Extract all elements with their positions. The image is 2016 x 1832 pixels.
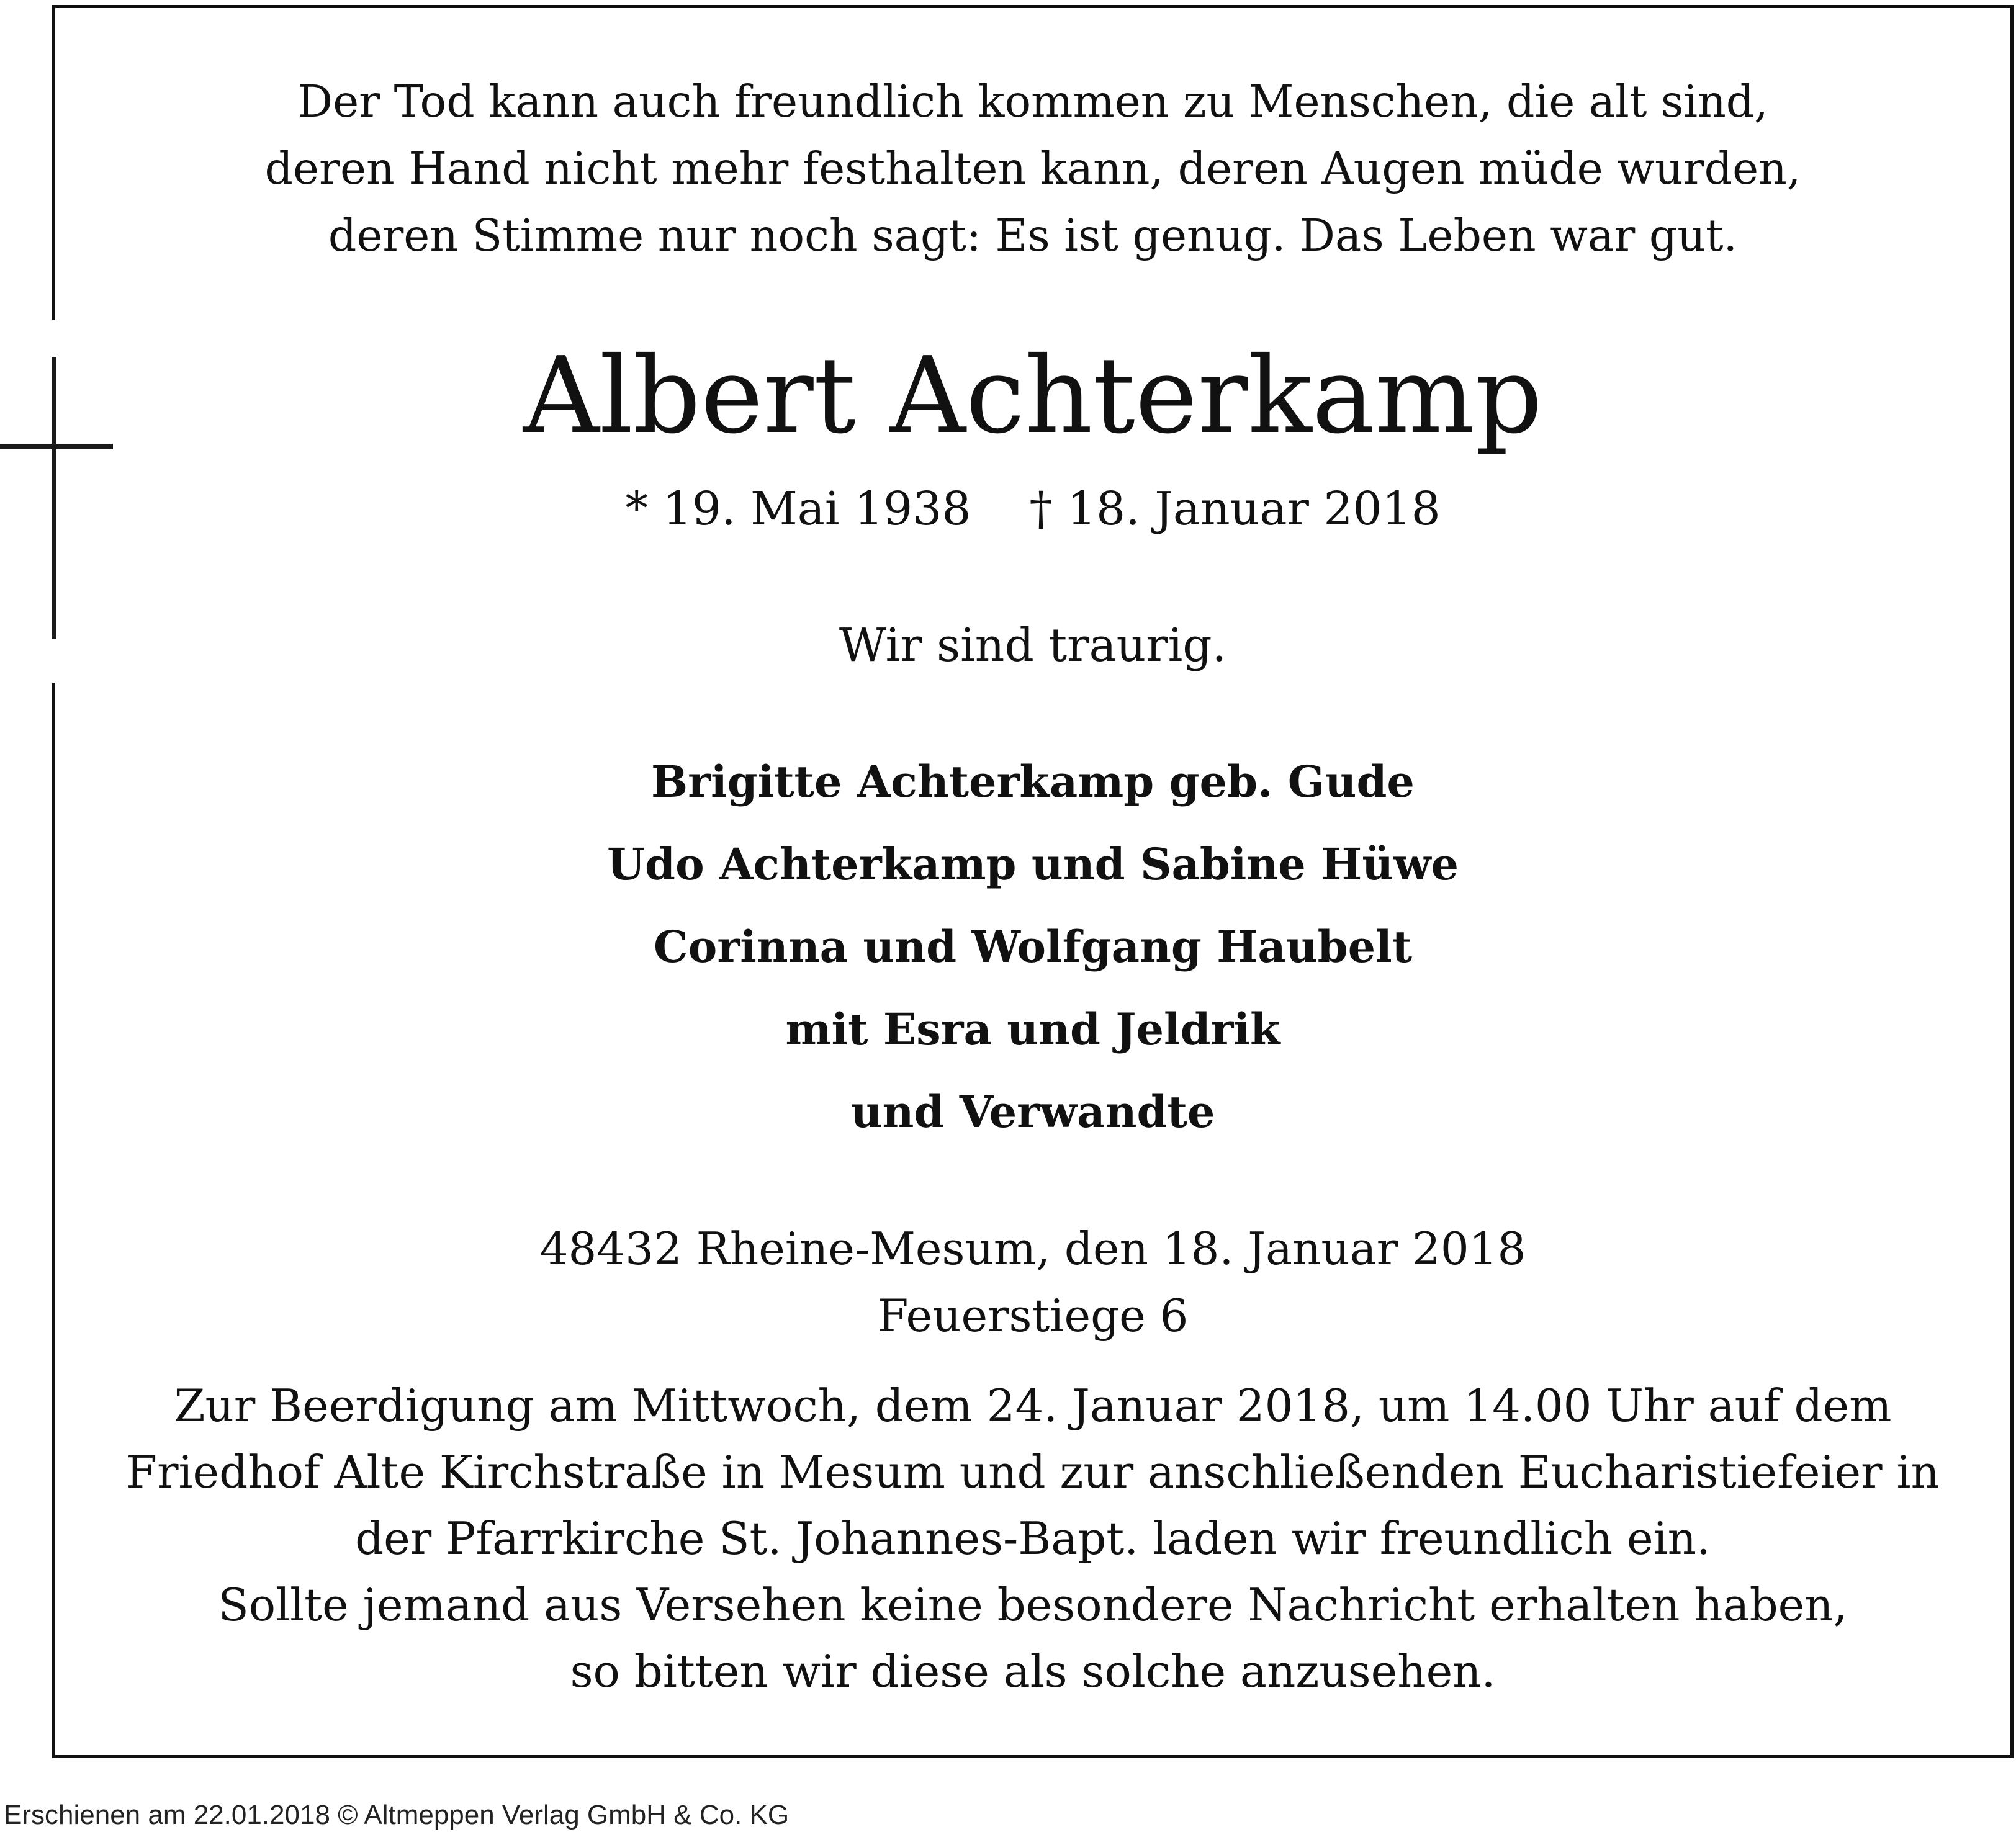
mourner-line: Corinna und Wolfgang Haubelt [653,921,1413,972]
funeral-info-line: Zur Beerdigung am Mittwoch, dem 24. Januar 2018, um 14.00 Uhr auf dem [174,1380,1892,1432]
mourner-line: Brigitte Achterkamp geb. Gude [651,756,1415,807]
frame-top-border [52,5,2014,8]
sad-statement: Wir sind traurig. [839,619,1227,672]
motto-line: Der Tod kann auch freundlich kommen zu Menschen, die alt sind, [297,76,1768,127]
publication-footer: Erschienen am 22.01.2018 © Altmeppen Verlag GmbH & Co. KG [4,1800,790,1830]
funeral-info-line: Friedhof Alte Kirchstraße in Mesum und zur anschließenden Eucharistiefeier in [126,1446,1940,1498]
deceased-name: Albert Achterkamp [523,335,1543,457]
funeral-info-line: so bitten wir diese als solche anzusehen. [570,1645,1496,1697]
mourner-line: Udo Achterkamp und Sabine Hüwe [606,838,1459,890]
life-dates: * 19. Mai 1938 † 18. Januar 2018 [625,482,1441,536]
mourner-line: mit Esra und Jeldrik [785,1004,1280,1055]
address-line: 48432 Rheine-Mesum, den 18. Januar 2018 [539,1223,1526,1275]
address-line: Feuerstiege 6 [877,1290,1189,1342]
frame-right-border [2010,5,2014,1758]
motto-line: deren Stimme nur noch sagt: Es ist genug. Das Leben war gut. [328,210,1738,261]
funeral-info-line: der Pfarrkirche St. Johannes-Bapt. laden wir freundlich ein. [355,1512,1711,1565]
mourner-line: und Verwandte [850,1086,1215,1138]
frame-bottom-border [52,1755,2014,1758]
funeral-info-line: Sollte jemand aus Versehen keine besondere Nachricht erhalten haben, [218,1579,1848,1631]
motto-line: deren Hand nicht mehr festhalten kann, deren Augen müde wurden, [264,143,1801,194]
